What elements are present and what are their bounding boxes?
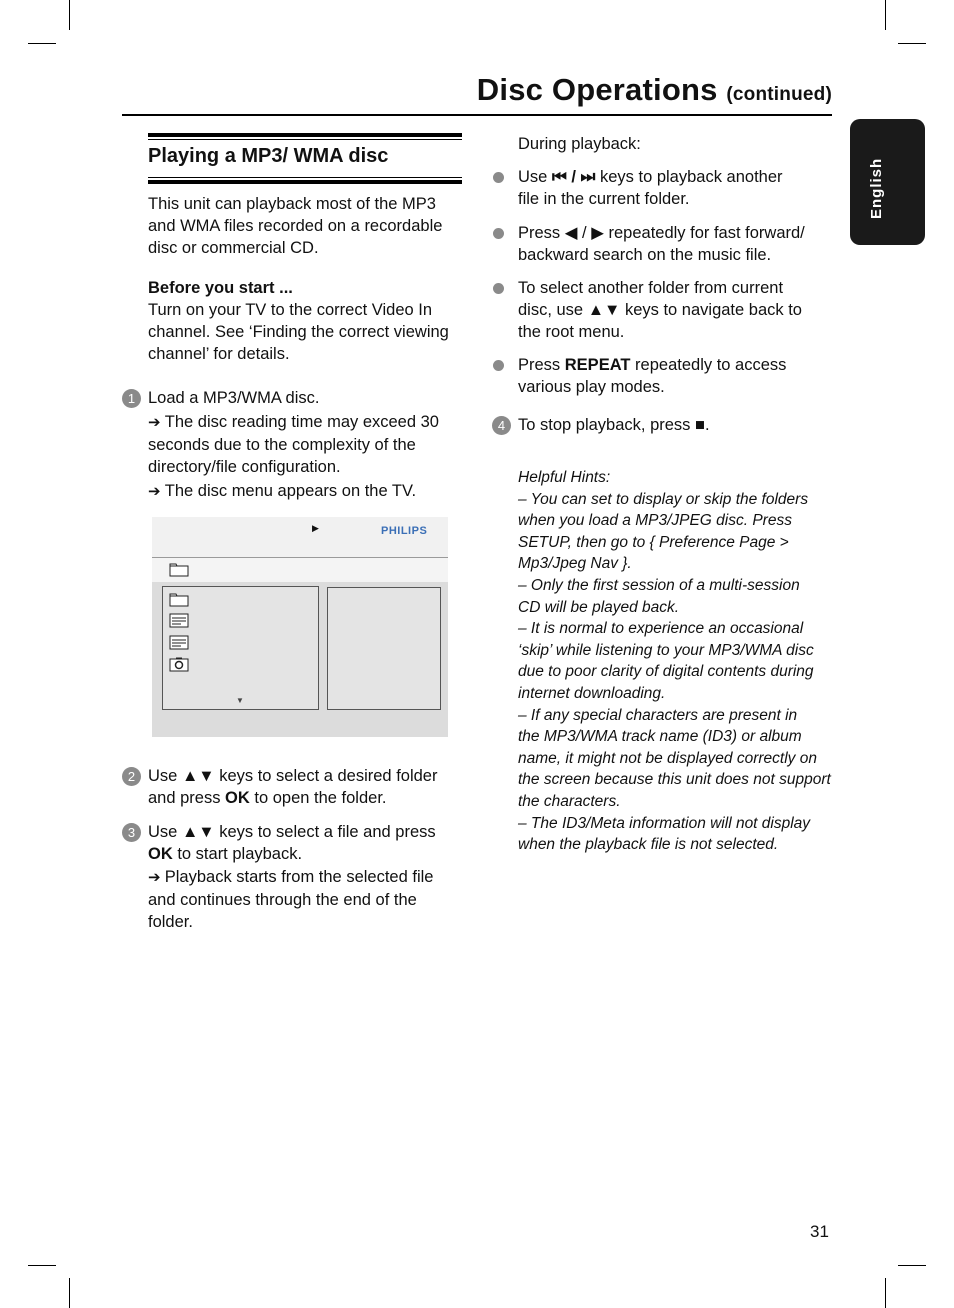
language-tab <box>850 119 925 245</box>
playback-bullet-text: Press <box>518 224 565 242</box>
hint-line: the characters. <box>518 792 621 810</box>
playback-bullet-text: repeatedly for fast forward/ <box>603 224 805 242</box>
bullet-icon <box>493 283 504 294</box>
hint-line: the screen because this unit does not support <box>518 771 831 789</box>
crop-mark <box>28 1265 56 1266</box>
intro-line: disc or commercial CD. <box>148 239 319 257</box>
audio-file-icon <box>169 613 189 628</box>
section-rule-bottom <box>148 180 462 184</box>
ok-key-label: OK <box>225 789 250 807</box>
step-4-text: To stop playback, press ■. <box>518 416 710 434</box>
step-3-note-line: folder. <box>148 913 193 931</box>
step-3-note-line: Playback starts from the selected file <box>164 868 434 886</box>
hint-line: when you load a MP3/JPEG disc. Press <box>518 512 792 530</box>
crop-mark <box>898 1265 926 1266</box>
intro-line: and WMA files recorded on a recordable <box>148 217 443 235</box>
arrow-right-icon: ➔ <box>148 869 165 886</box>
skip-prev-next-icon: ⏮ / ⏭ <box>551 168 596 186</box>
before-start-block <box>148 277 468 365</box>
step-3-note-line: and continues through the end of the <box>148 891 417 909</box>
during-playback-heading: During playback: <box>518 135 641 153</box>
crop-mark <box>69 0 70 30</box>
section-rule-bottom-thin <box>148 177 462 178</box>
arrow-right-icon: ➔ <box>148 483 165 500</box>
ok-key-label: OK <box>148 845 173 863</box>
hint-line: ‘skip’ while listening to your MP3/WMA disc <box>518 641 814 659</box>
step-2-text: to open the folder. <box>249 789 387 807</box>
scroll-down-icon: ▼ <box>236 696 244 705</box>
philips-logo: PHILIPS <box>381 525 428 537</box>
page-title <box>477 72 832 108</box>
step-1-note2: The disc menu appears on the TV. <box>164 482 417 500</box>
step-3-text: Use <box>148 823 182 841</box>
up-down-keys-icon: ▲▼ <box>181 767 215 785</box>
playback-bullet-text: repeatedly to access <box>630 356 787 374</box>
disc-menu-top-bar <box>152 517 448 558</box>
page-title-continued: (continued) <box>726 84 832 105</box>
repeat-key-label: REPEAT <box>564 356 631 374</box>
playback-bullet-text: file in the current folder. <box>518 190 690 208</box>
crop-mark <box>885 1278 886 1308</box>
picture-file-icon <box>169 657 189 672</box>
page-title-main: Disc Operations <box>476 72 718 107</box>
disc-menu-file-list <box>162 586 319 710</box>
hint-line: Mp3/Jpeg Nav }. <box>518 555 632 573</box>
hint-line: – You can set to display or skip the folders <box>518 490 809 508</box>
bullet-icon <box>493 360 504 371</box>
folder-icon <box>169 562 189 577</box>
folder-icon <box>169 592 189 607</box>
crop-mark <box>898 43 926 44</box>
bullet-icon <box>493 228 504 239</box>
step-1-note-line: directory/file configuration. <box>148 458 341 476</box>
header-rule <box>122 114 832 116</box>
playback-bullet-3 <box>518 277 838 343</box>
before-start-heading: Before you start ... <box>148 279 293 297</box>
hint-line: due to poor clarity of digital contents during <box>518 663 814 681</box>
intro-paragraph <box>148 193 468 259</box>
bullet-icon <box>493 172 504 183</box>
helpful-hints <box>518 467 848 856</box>
step-3 <box>148 821 468 933</box>
page-number: 31 <box>810 1222 829 1241</box>
section-rule-top-thin <box>148 139 462 140</box>
step-number-3: 3 <box>122 823 141 842</box>
section-title: Playing a MP3/ WMA disc <box>148 145 389 167</box>
playback-bullet-1 <box>518 166 838 210</box>
disc-menu-path-bar <box>152 558 448 582</box>
step-2 <box>148 765 468 809</box>
hint-line: – If any special characters are present in <box>518 706 798 724</box>
step-1-text: Load a MP3/WMA disc. <box>148 389 320 407</box>
hint-line: internet downloading. <box>518 684 666 702</box>
hints-heading: Helpful Hints: <box>518 469 611 486</box>
crop-mark <box>69 1278 70 1308</box>
left-right-keys-icon: ◀ / ▶ <box>564 224 604 242</box>
disc-menu-preview-panel <box>327 587 441 710</box>
hint-line: – It is normal to experience an occasional <box>518 620 804 638</box>
step-number-2: 2 <box>122 767 141 786</box>
up-down-keys-icon: ▲▼ <box>181 823 215 841</box>
step-2-text: Use <box>148 767 182 785</box>
step-3-text: keys to select a file and press <box>214 823 436 841</box>
before-start-line: Turn on your TV to the correct Video In <box>148 301 433 319</box>
intro-line: This unit can playback most of the MP3 <box>148 195 436 213</box>
hint-line: – The ID3/Meta information will not display <box>518 814 811 832</box>
step-number-1: 1 <box>122 389 141 408</box>
hint-line: name, it might not be displayed correctly on <box>518 749 817 767</box>
playback-bullet-text: Press <box>518 356 565 374</box>
hint-line: the MP3/WMA track name (ID3) or album <box>518 728 802 746</box>
playback-bullet-text: the root menu. <box>518 323 625 341</box>
hint-line: when the playback file is not selected. <box>518 836 779 854</box>
disc-menu-illustration <box>152 517 448 737</box>
crop-mark <box>885 0 886 30</box>
before-start-line: channel’ for details. <box>148 345 290 363</box>
step-3-text: to start playback. <box>172 845 303 863</box>
language-tab-label: English <box>868 157 885 219</box>
playback-bullet-text: Use <box>518 168 552 186</box>
step-2-text: keys to select a desired folder <box>214 767 438 785</box>
playback-bullet-text: backward search on the music file. <box>518 246 772 264</box>
playback-bullet-text: keys to playback another <box>595 168 783 186</box>
step-1-note-line: The disc reading time may exceed 30 <box>164 413 439 431</box>
playback-bullet-text: various play modes. <box>518 378 665 396</box>
crop-mark <box>28 43 56 44</box>
step-number-4: 4 <box>492 416 511 435</box>
step-1 <box>148 387 468 503</box>
play-icon: ▶ <box>312 523 319 533</box>
audio-file-icon <box>169 635 189 650</box>
playback-bullet-4 <box>518 354 838 398</box>
step-1-note-line: seconds due to the complexity of the <box>148 436 416 454</box>
hint-line: – Only the first session of a multi-session <box>518 576 800 594</box>
playback-bullet-text: To select another folder from current <box>518 279 784 297</box>
hint-line: SETUP, then go to { Preference Page > <box>518 533 789 551</box>
before-start-line: channel. See ‘Finding the correct viewing <box>148 323 449 341</box>
playback-bullet-2 <box>518 222 838 266</box>
section-rule-top <box>148 133 462 137</box>
playback-bullet-text: disc, use ▲▼ keys to navigate back to <box>518 301 802 319</box>
step-2-text: and press <box>148 789 226 807</box>
hint-line: CD will be played back. <box>518 598 680 616</box>
arrow-right-icon: ➔ <box>148 414 165 431</box>
